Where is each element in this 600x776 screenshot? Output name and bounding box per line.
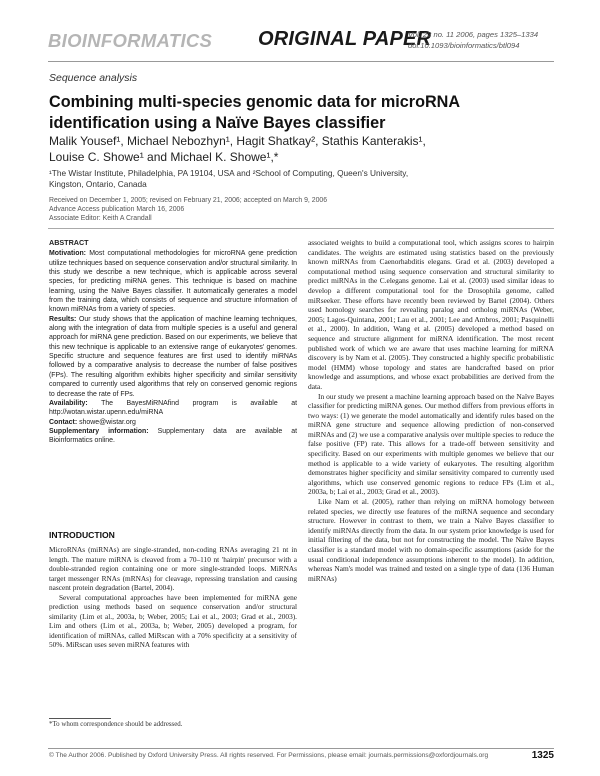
results-text: Our study shows that the application of machine learning techniques, along with the integration of data from multiple species is a useful and general approach for miRNA gene prediction. Based on our experiments, we believe that this new technique is applicable to an extensive range of eukaryotes' genomes. Specific structure and sequence features are first used to identify miRNAs followed by a comparative analysis to decrease the number of false positives (FPs). The resulting algorithm exhibits higher specificity and similar sensitivity compared to currently used algorithms that rely on conserved genomic regions to decrease the rate of FPs. [49, 315, 297, 398]
supplementary-label: Supplementary information: [49, 427, 149, 435]
contact-email: showe@wistar.org [79, 418, 136, 426]
abstract-contact [49, 418, 297, 427]
authors-line-2: Louise C. Showe¹ and Michael K. Showe¹,* [49, 149, 279, 164]
abstract-supplementary [49, 427, 297, 446]
body-paragraph-3: Like Nam et al. (2005), rather than relying on miRNA homology between related species, we directly use features of the miRNA sequence and secondary structure. However in contrast to them, we train a Naïve Bayes classifier to identify miRNAs directly from the data. In our system prior knowledge is used for initial filtering of the data, but not for constructing the model. The Naïve Bayes classifier is a standard model with no domain-specific assumptions (aside for the usual conditional independence assumptions inherent to the model). In addition, whereas Nam's model was trained and tested on a single type of data (136 Human miRNAs) [308, 497, 554, 583]
volume-line: Vol. 22 no. 11 2006, pages 1325–1334 [408, 30, 539, 39]
front-matter-rule [48, 228, 554, 229]
supplementary-text: Supplementary data are available at Bioinformatics online. [49, 427, 297, 445]
paper-title [49, 92, 549, 133]
motivation-label: Motivation: [49, 250, 86, 258]
affiliation-line-1: ¹The Wistar Institute, Philadelphia, PA 19104, USA and ²School of Computing, Queen's University, [49, 168, 409, 178]
results-label: Results: [49, 315, 77, 323]
abstract-motivation [49, 249, 297, 314]
right-column-body [308, 238, 554, 583]
intro-body [49, 545, 297, 650]
footer-rule [48, 748, 554, 749]
publication-dates [49, 196, 549, 224]
journal-header [48, 28, 554, 56]
title-line-1: Combining multi-species genomic data for microRNA [49, 93, 461, 111]
copyright-notice: © The Author 2006. Published by Oxford University Press. All rights reserved. For Permissions, please email: journals.permissions@oxfordjournals.org [49, 752, 489, 759]
section-label: Sequence analysis [49, 72, 138, 84]
intro-paragraph-2: Several computational approaches have been implemented for miRNA gene prediction using methods based on sequence conservation and/or structural similarity (Lim et al., 2003a, b; Weber, 2005; Lai et al., 2003; Grad et al., 2003). Lim and others (Lim et al., 2003a, b; Weber, 2005) developed a program, for identification of miRNAs, called MiRscan with a 70% specificity at a sensitivity of 50%. MiRscan uses seven miRNA features with [49, 592, 297, 650]
affiliations [49, 168, 549, 190]
journal-name: BIOINFORMATICS [48, 30, 213, 51]
associate-editor: Associate Editor: Keith A Crandall [49, 215, 152, 223]
abstract-availability [49, 399, 297, 418]
abstract-heading: ABSTRACT [49, 238, 89, 247]
author-list [49, 134, 549, 165]
body-paragraph-1: associated weights to build a computational tool, which assigns scores to hairpin candidates. The weights are estimated using statistics based on the previously known miRNAs from Caenorhabditis elegans. Grad et al. (2003) developed a computational method using sequence conservation and structural similarity to predict miRNAs in the C.elegans genome. Lai et al. (2003) used similar ideas to develop a different computational tool for the Drosophila genome, called miRseeker. These efforts have recently been reviewed by Bartel (2004). Others used homology searches for revealing paralog and ortholog miRNAs (Weber, 2005; Lagos-Quintana, 2001; Lau et al., 2001; Lee and Ambros, 2001; Pasquinelli et al., 2000). In addition, Wang et al. (2005) developed a method based on sequence and structure alignment for miRNA identification. The most recent published work of which we are aware that uses machine learning for miRNA discovery is by Nam et al. (2005). They constructed a highly specific probabilistic model (HMM) whose topology and states are handcrafted based on prior knowledge and assumptions, and whose exact probabilities are derived from the data. [308, 238, 554, 391]
affiliation-line-2: Kingston, Ontario, Canada [49, 179, 147, 189]
advance-access: Advance Access publication March 16, 2006 [49, 206, 185, 214]
contact-label: Contact: [49, 418, 78, 426]
footnote-rule [49, 718, 111, 719]
motivation-text: Most computational methodologies for microRNA gene prediction utilize techniques based on sequence conservation and/or structural similarity. In this study we describe a new technique, which is applicable across several species, for predicting miRNA genes. This technique is based on machine learning, using the Naïve Bayes classifier. It automatically generates a model from the training data, which consists of sequence and structure information of known miRNAs from a variety of species. [49, 250, 297, 314]
availability-label: Availability: [49, 399, 88, 407]
body-paragraph-2: In our study we present a machine learning approach based on the Naïve Bayes classifier for predicting miRNA genes. Our method differs from previous efforts in two ways: (1) we generate the model automatically and identify rules based on the miRNA gene structure and sequence allowing prediction of non-conserved miRNAs and (2) we use a comparative analysis over multiple species to reduce the false positive (FP) rate. This allows for a trade-off between sensitivity and specificity. Based on our experiments with multiple genomes we believe that our method is applicable to a wide variety of eukaryotes. The resulting algorithm demonstrates higher specificity and similar sensitivity compared to currently used algorithms, which use conserved genomic regions to reduce FPs (Lim et al., 2003a, b; Lai et al., 2003; Grad et al., 2003). [308, 391, 554, 497]
title-line-2: identification using a Naïve Bayes classifier [49, 113, 386, 132]
doi-line: doi:10.1093/bioinformatics/btl094 [408, 40, 520, 50]
intro-paragraph-1: MicroRNAs (miRNAs) are single-stranded, non-coding RNAs averaging 21 nt in length. The mature miRNA is cleaved from a 70–110 nt 'hairpin' precursor with a double-stranded region containing one or more single-stranded loops. MiRNAs target messenger RNAs (mRNAs) for cleavage, repressing translation and causing nascent protein degradation (Bartel, 2004). [49, 545, 297, 593]
page-number: 1325 [531, 750, 554, 761]
received-dates: Received on December 1, 2005; revised on February 21, 2006; accepted on March 9, 2006 [49, 197, 328, 204]
header-rule [48, 61, 554, 62]
abstract-results [49, 315, 297, 399]
correspondence-footnote: *To whom correspondence should be addressed. [49, 721, 183, 728]
availability-text: The BayesMiRNAfind program is available at http://wotan.wistar.upenn.edu/miRNA [49, 399, 297, 417]
authors-line-1: Malik Yousef¹, Michael Nebozhyn¹, Hagit Shatkay², Stathis Kanterakis¹, [49, 134, 426, 148]
volume-info [408, 30, 554, 51]
intro-heading: INTRODUCTION [49, 530, 115, 540]
paper-type: ORIGINAL PAPER [258, 28, 432, 50]
abstract [49, 238, 297, 446]
